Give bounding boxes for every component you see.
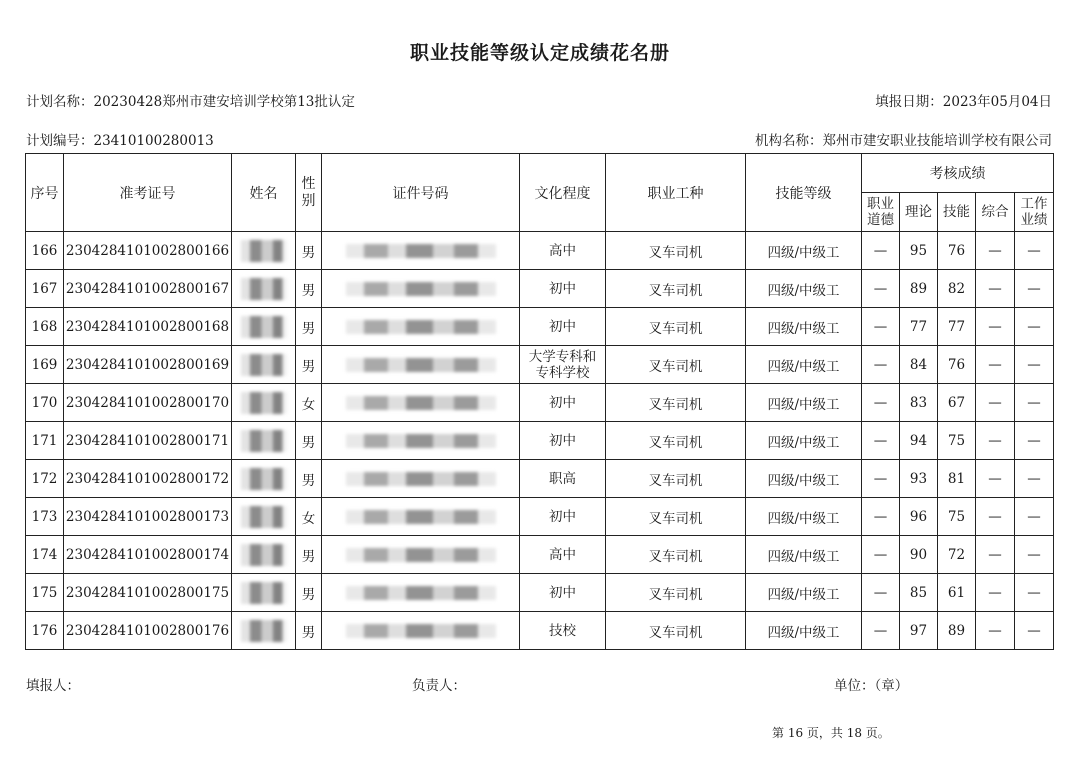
plan-number: 计划编号：23410100280013 [26, 133, 214, 149]
page-number: 第 16 页，共 18 页。 [772, 726, 890, 740]
cell-ethics-score: — [862, 536, 900, 574]
cell-overall-score: — [976, 574, 1015, 612]
cell-education [520, 232, 606, 270]
cell-seq: 166 [26, 232, 64, 270]
cell-skill-level: 四级/中级工 [746, 346, 862, 384]
cell-overall-score: — [976, 384, 1015, 422]
cell-exam-no: 2304284101002800171 [64, 422, 232, 460]
cell-skill-level: 四级/中级工 [746, 574, 862, 612]
cell-skill-level: 四级/中级工 [746, 308, 862, 346]
cell-name-redacted [232, 232, 296, 270]
cell-skill-score: 81 [938, 460, 976, 498]
col-header-gender: 性 别 [296, 154, 322, 232]
redacted-id-blur [346, 282, 496, 296]
table-header-row [26, 154, 1054, 193]
cell-seq: 174 [26, 536, 64, 574]
cell-work-score: — [1015, 612, 1054, 650]
col-header-theory: 理论 [900, 193, 938, 232]
cell-overall-score: — [976, 612, 1015, 650]
table-row [26, 574, 1054, 612]
cell-education [520, 574, 606, 612]
cell-skill-level: 四级/中级工 [746, 422, 862, 460]
cell-theory-score: 97 [900, 612, 938, 650]
cell-ethics-score: — [862, 498, 900, 536]
cell-work-score: — [1015, 232, 1054, 270]
cell-skill-level: 四级/中级工 [746, 270, 862, 308]
cell-name-redacted [232, 460, 296, 498]
education-line-1: 初中 [549, 394, 576, 411]
cell-skill-score: 75 [938, 422, 976, 460]
cell-occupation: 叉车司机 [606, 270, 746, 308]
filler-label: 填报人： [26, 678, 80, 694]
redacted-name-blur [241, 468, 287, 490]
cell-ethics-score: — [862, 460, 900, 498]
cell-exam-no: 2304284101002800167 [64, 270, 232, 308]
cell-education [520, 270, 606, 308]
cell-id-redacted [322, 612, 520, 650]
cell-id-redacted [322, 384, 520, 422]
col-header-work: 工作 业绩 [1015, 193, 1054, 232]
cell-education [520, 384, 606, 422]
education-line-1: 大学专科和 [528, 348, 597, 365]
col-header-occupation: 职业工种 [606, 154, 746, 232]
cell-overall-score: — [976, 308, 1015, 346]
cell-education [520, 460, 606, 498]
cell-overall-score: — [976, 460, 1015, 498]
education-line-1: 初中 [549, 508, 576, 525]
cell-skill-level: 四级/中级工 [746, 460, 862, 498]
col-header-ethics: 职业 道德 [862, 193, 900, 232]
cell-exam-no: 2304284101002800173 [64, 498, 232, 536]
redacted-name-blur [241, 354, 287, 376]
redacted-id-blur [346, 358, 496, 372]
cell-theory-score: 96 [900, 498, 938, 536]
col-header-exam-no: 准考证号 [64, 154, 232, 232]
cell-exam-no: 2304284101002800175 [64, 574, 232, 612]
cell-theory-score: 83 [900, 384, 938, 422]
cell-gender: 男 [296, 308, 322, 346]
col-header-education: 文化程度 [520, 154, 606, 232]
cell-id-redacted [322, 422, 520, 460]
table-row [26, 536, 1054, 574]
education-line-1: 技校 [549, 622, 576, 639]
redacted-id-blur [346, 320, 496, 334]
col-header-id-no: 证件号码 [322, 154, 520, 232]
cell-work-score: — [1015, 498, 1054, 536]
cell-id-redacted [322, 232, 520, 270]
cell-skill-score: 82 [938, 270, 976, 308]
organization-name: 机构名称：郑州市建安职业技能培训学校有限公司 [755, 133, 1052, 149]
cell-theory-score: 85 [900, 574, 938, 612]
cell-name-redacted [232, 498, 296, 536]
col-header-scores: 考核成绩 [862, 154, 1054, 193]
cell-theory-score: 95 [900, 232, 938, 270]
cell-seq: 167 [26, 270, 64, 308]
cell-theory-score: 77 [900, 308, 938, 346]
education-line-1: 职高 [549, 470, 576, 487]
cell-work-score: — [1015, 422, 1054, 460]
cell-exam-no: 2304284101002800166 [64, 232, 232, 270]
cell-theory-score: 84 [900, 346, 938, 384]
cell-skill-level: 四级/中级工 [746, 612, 862, 650]
col-header-overall: 综合 [976, 193, 1015, 232]
cell-id-redacted [322, 346, 520, 384]
cell-theory-score: 93 [900, 460, 938, 498]
cell-occupation: 叉车司机 [606, 384, 746, 422]
cell-skill-score: 89 [938, 612, 976, 650]
cell-overall-score: — [976, 270, 1015, 308]
cell-gender: 女 [296, 498, 322, 536]
cell-seq: 173 [26, 498, 64, 536]
cell-gender: 男 [296, 232, 322, 270]
cell-seq: 170 [26, 384, 64, 422]
cell-skill-level: 四级/中级工 [746, 384, 862, 422]
redacted-name-blur [241, 316, 287, 338]
cell-seq: 169 [26, 346, 64, 384]
cell-seq: 175 [26, 574, 64, 612]
unit-seal-label: 单位：（章） [834, 678, 909, 694]
cell-exam-no: 2304284101002800170 [64, 384, 232, 422]
cell-occupation: 叉车司机 [606, 232, 746, 270]
redacted-id-blur [346, 434, 496, 448]
cell-skill-score: 61 [938, 574, 976, 612]
cell-ethics-score: — [862, 232, 900, 270]
education-line-1: 高中 [549, 242, 576, 259]
table-row [26, 498, 1054, 536]
cell-name-redacted [232, 612, 296, 650]
cell-occupation: 叉车司机 [606, 422, 746, 460]
cell-work-score: — [1015, 346, 1054, 384]
redacted-id-blur [346, 472, 496, 486]
table-row [26, 232, 1054, 270]
cell-theory-score: 94 [900, 422, 938, 460]
cell-ethics-score: — [862, 346, 900, 384]
cell-ethics-score: — [862, 308, 900, 346]
col-header-name: 姓名 [232, 154, 296, 232]
redacted-name-blur [241, 620, 287, 642]
cell-theory-score: 90 [900, 536, 938, 574]
cell-education [520, 422, 606, 460]
cell-ethics-score: — [862, 384, 900, 422]
cell-overall-score: — [976, 536, 1015, 574]
cell-id-redacted [322, 536, 520, 574]
report-date: 填报日期：2023年05月04日 [875, 94, 1052, 110]
cell-work-score: — [1015, 270, 1054, 308]
cell-skill-level: 四级/中级工 [746, 536, 862, 574]
cell-seq: 171 [26, 422, 64, 460]
cell-work-score: — [1015, 308, 1054, 346]
table-row [26, 612, 1054, 650]
cell-exam-no: 2304284101002800174 [64, 536, 232, 574]
cell-id-redacted [322, 460, 520, 498]
cell-name-redacted [232, 270, 296, 308]
redacted-name-blur [241, 506, 287, 528]
cell-theory-score: 89 [900, 270, 938, 308]
cell-gender: 男 [296, 574, 322, 612]
cell-work-score: — [1015, 384, 1054, 422]
redacted-name-blur [241, 430, 287, 452]
cell-exam-no: 2304284101002800169 [64, 346, 232, 384]
cell-education [520, 498, 606, 536]
cell-gender: 女 [296, 384, 322, 422]
cell-gender: 男 [296, 422, 322, 460]
table-body [26, 232, 1054, 650]
table-row [26, 346, 1054, 384]
cell-occupation: 叉车司机 [606, 460, 746, 498]
cell-occupation: 叉车司机 [606, 574, 746, 612]
cell-exam-no: 2304284101002800172 [64, 460, 232, 498]
cell-work-score: — [1015, 574, 1054, 612]
cell-skill-score: 77 [938, 308, 976, 346]
education-line-1: 初中 [549, 280, 576, 297]
score-roster-table [25, 153, 1054, 650]
cell-id-redacted [322, 498, 520, 536]
redacted-name-blur [241, 544, 287, 566]
cell-education [520, 346, 606, 384]
cell-seq: 176 [26, 612, 64, 650]
education-line-1: 初中 [549, 432, 576, 449]
cell-id-redacted [322, 308, 520, 346]
cell-overall-score: — [976, 422, 1015, 460]
cell-id-redacted [322, 574, 520, 612]
cell-work-score: — [1015, 536, 1054, 574]
education-line-1: 高中 [549, 546, 576, 563]
cell-ethics-score: — [862, 422, 900, 460]
cell-gender: 男 [296, 346, 322, 384]
cell-seq: 172 [26, 460, 64, 498]
education-line-2: 专科学校 [535, 364, 590, 381]
cell-exam-no: 2304284101002800176 [64, 612, 232, 650]
cell-ethics-score: — [862, 574, 900, 612]
cell-name-redacted [232, 536, 296, 574]
redacted-name-blur [241, 392, 287, 414]
col-header-skill-level: 技能等级 [746, 154, 862, 232]
redacted-name-blur [241, 240, 287, 262]
page-title: 职业技能等级认定成绩花名册 [409, 42, 670, 64]
cell-seq: 168 [26, 308, 64, 346]
cell-exam-no: 2304284101002800168 [64, 308, 232, 346]
redacted-name-blur [241, 582, 287, 604]
cell-gender: 男 [296, 460, 322, 498]
table-row [26, 384, 1054, 422]
cell-ethics-score: — [862, 270, 900, 308]
cell-skill-score: 76 [938, 346, 976, 384]
cell-skill-score: 72 [938, 536, 976, 574]
redacted-name-blur [241, 278, 287, 300]
cell-name-redacted [232, 308, 296, 346]
redacted-id-blur [346, 548, 496, 562]
cell-overall-score: — [976, 346, 1015, 384]
col-header-seq: 序号 [26, 154, 64, 232]
cell-name-redacted [232, 574, 296, 612]
cell-education [520, 308, 606, 346]
plan-name: 计划名称：20230428郑州市建安培训学校第13批认定 [26, 94, 355, 110]
col-header-skill: 技能 [938, 193, 976, 232]
cell-name-redacted [232, 422, 296, 460]
cell-name-redacted [232, 346, 296, 384]
cell-skill-level: 四级/中级工 [746, 232, 862, 270]
cell-skill-score: 75 [938, 498, 976, 536]
table-row [26, 270, 1054, 308]
cell-gender: 男 [296, 612, 322, 650]
cell-occupation: 叉车司机 [606, 498, 746, 536]
cell-name-redacted [232, 384, 296, 422]
redacted-id-blur [346, 586, 496, 600]
table-row [26, 422, 1054, 460]
cell-work-score: — [1015, 460, 1054, 498]
redacted-id-blur [346, 624, 496, 638]
redacted-id-blur [346, 396, 496, 410]
cell-education [520, 536, 606, 574]
cell-ethics-score: — [862, 612, 900, 650]
table-row [26, 460, 1054, 498]
cell-gender: 男 [296, 536, 322, 574]
cell-skill-score: 67 [938, 384, 976, 422]
cell-overall-score: — [976, 232, 1015, 270]
cell-occupation: 叉车司机 [606, 612, 746, 650]
cell-occupation: 叉车司机 [606, 346, 746, 384]
cell-skill-level: 四级/中级工 [746, 498, 862, 536]
cell-skill-score: 76 [938, 232, 976, 270]
cell-occupation: 叉车司机 [606, 308, 746, 346]
cell-occupation: 叉车司机 [606, 536, 746, 574]
education-line-1: 初中 [549, 318, 576, 335]
redacted-id-blur [346, 244, 496, 258]
cell-overall-score: — [976, 498, 1015, 536]
table-row [26, 308, 1054, 346]
cell-education [520, 612, 606, 650]
cell-id-redacted [322, 270, 520, 308]
cell-gender: 男 [296, 270, 322, 308]
redacted-id-blur [346, 510, 496, 524]
responsible-label: 负责人： [412, 678, 466, 694]
education-line-1: 初中 [549, 584, 576, 601]
